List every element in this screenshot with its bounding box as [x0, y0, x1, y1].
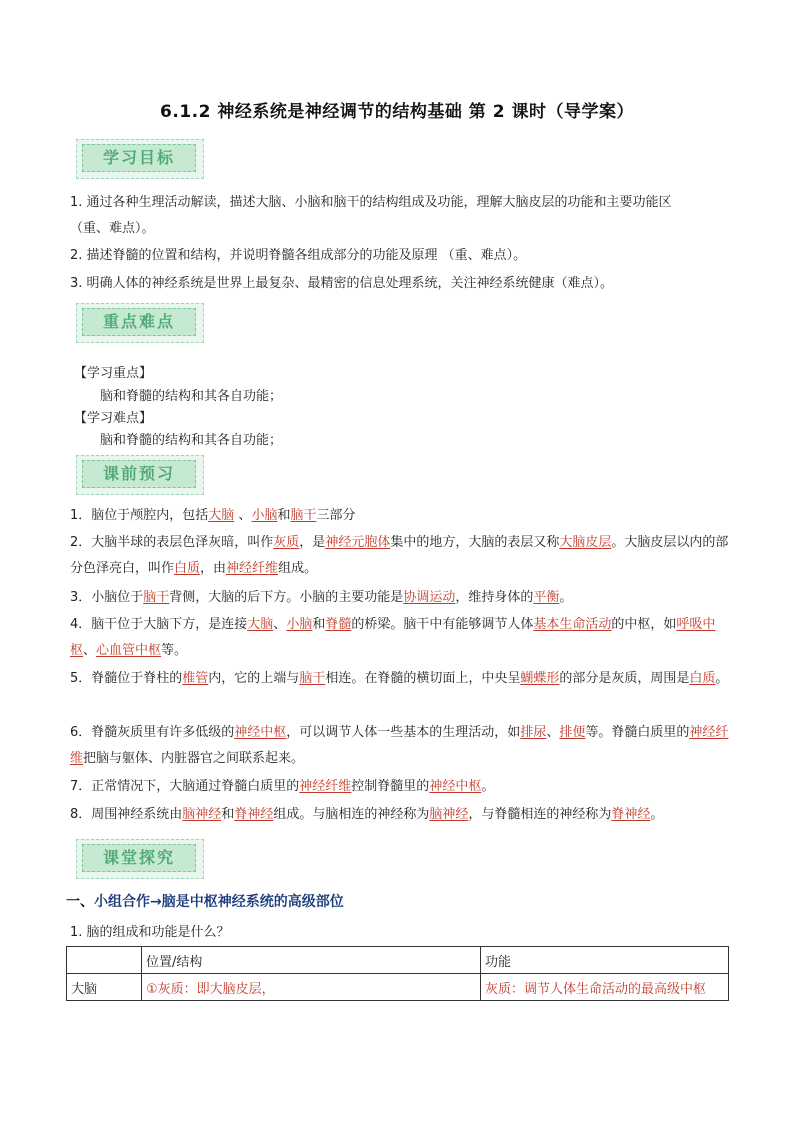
answer-text: 协调运动 [403, 590, 456, 605]
prompt-text: ，可以调节人体一些基本的生理活动，如 [286, 725, 521, 740]
answer-text: 脊神经 [234, 807, 274, 822]
prompt-text: 、 [546, 725, 560, 740]
focus-text: 脑和脊髓的结构和其各自功能； [100, 389, 283, 404]
table-cell: 灰质：调节人体生命活动的最高级中枢 [481, 974, 729, 1001]
prompt-text: ，与脊髓相连的神经称为 [468, 807, 612, 822]
section-label: 课堂探究 [82, 844, 196, 872]
section-badge-keypoints [76, 303, 204, 343]
answer-text: 神经纤维 [226, 561, 279, 576]
answer-text: 脊神经 [611, 807, 651, 822]
answer-text: 脑干 [290, 508, 317, 523]
answer-text: 脊髓 [325, 617, 352, 632]
prompt-text: 相连。在脊髓的横切面上，中央呈 [325, 671, 521, 686]
prompt-text: 2．大脑半球的表层色泽灰暗，叫作 [70, 535, 274, 550]
prompt-text: 和 [312, 617, 326, 632]
prompt-text: 三部分 [316, 508, 356, 523]
prompt-text: 、 [273, 617, 287, 632]
answer-text: 脑神经 [182, 807, 222, 822]
difficulty-label: 【学习难点】 [74, 411, 153, 426]
answer-text: 蝴蝶形 [520, 671, 560, 686]
answer-text: 呼吸中枢 [70, 617, 716, 658]
objective-1: 1. 通过各种生理活动解读，描述大脑、小脑和脑干的结构组成及功能，理解大脑皮层的功能和主要功能区 [70, 195, 672, 210]
answer-text: 神经中枢 [234, 725, 287, 740]
heading-text: 小组合作→脑是中枢神经系统的高级部位 [94, 894, 344, 910]
answer-text: 排尿 [520, 725, 547, 740]
page-title: 6.1.2 神经系统是神经调节的结构基础 第 2 课时（导学案） [160, 102, 634, 122]
prompt-text: 把脑与躯体、内脏器官之间联系起来。 [83, 751, 305, 766]
prompt-text: 等。 [161, 643, 188, 658]
prompt-text: 4．脑干位于大脑下方，是连接 [70, 617, 248, 632]
prompt-text: 等。脊髓白质里的 [585, 725, 690, 740]
difficulty-text: 脑和脊髓的结构和其各自功能； [100, 433, 283, 448]
section-label: 重点难点 [82, 308, 196, 336]
objective-2: 2. 描述脊髓的位置和结构，并说明脊髓各组成部分的功能及原理 （重、难点）。 [70, 248, 527, 263]
answer-text: 脑干 [299, 671, 326, 686]
answer-text: 神经纤维 [299, 779, 352, 794]
prompt-text: 的部分是灰质，周围是 [559, 671, 690, 686]
table-row [67, 974, 729, 1001]
answer-text: 脑干 [143, 590, 170, 605]
explore-heading [66, 891, 344, 911]
prompt-text: 和 [277, 508, 291, 523]
preview-item-6 [70, 720, 730, 772]
prompt-text: ，是 [299, 535, 326, 550]
prompt-text: 。 [650, 807, 664, 822]
section-label: 课前预习 [82, 460, 196, 488]
answer-text: 排便 [559, 725, 586, 740]
answer-text: 心血管中枢 [96, 643, 162, 658]
section-badge-preview [76, 455, 204, 495]
prompt-text: 。 [481, 779, 495, 794]
answer-text: 神经元胞体 [325, 535, 391, 550]
prompt-text: 3．小脑位于 [70, 590, 144, 605]
answer-text: 神经中枢 [429, 779, 482, 794]
table-header-row [67, 947, 729, 974]
prompt-text: 5．脊髓位于脊柱的 [70, 671, 183, 686]
table-header-cell: 位置/结构 [142, 947, 481, 974]
answer-text: 椎管 [182, 671, 209, 686]
answer-text: 大脑 [208, 508, 235, 523]
section-badge-explore [76, 839, 204, 879]
section-badge-objectives [76, 139, 204, 179]
section-label: 学习目标 [82, 144, 196, 172]
prompt-text: 。大脑皮层以内的部分色泽亮白，叫作 [70, 535, 729, 576]
preview-item-5 [70, 666, 730, 692]
answer-text: 基本生命活动 [533, 617, 612, 632]
prompt-text: 。 [559, 590, 573, 605]
preview-item-7 [70, 774, 730, 800]
heading-number: 一、 [66, 894, 94, 910]
preview-item-8 [70, 802, 730, 828]
table-header-cell [67, 947, 142, 974]
prompt-text: 控制脊髓里的 [351, 779, 430, 794]
prompt-text: 。 [715, 671, 729, 686]
answer-text: 小脑 [251, 508, 278, 523]
preview-item-4 [70, 612, 730, 664]
answer-text: 平衡 [533, 590, 560, 605]
preview-item-2 [70, 530, 730, 582]
table-cell: 大脑 [67, 974, 142, 1001]
answer-text: 大脑 [247, 617, 274, 632]
prompt-text: 背侧，大脑的后下方。小脑的主要功能是 [169, 590, 404, 605]
prompt-text: 组成。 [278, 561, 318, 576]
prompt-text: 6．脊髓灰质里有许多低级的 [70, 725, 235, 740]
preview-item-3 [70, 585, 730, 611]
answer-text: 白质 [174, 561, 201, 576]
answer-text: 白质 [689, 671, 716, 686]
preview-item-1 [70, 503, 730, 529]
prompt-text: 集中的地方，大脑的表层又称 [390, 535, 560, 550]
answer-text: 大脑皮层 [559, 535, 612, 550]
prompt-text: 8．周围神经系统由 [70, 807, 183, 822]
prompt-text: 、 [234, 508, 252, 523]
answer-text: 灰质 [273, 535, 300, 550]
prompt-text: 1．脑位于颅腔内，包括 [70, 508, 209, 523]
answer-text: 神经纤维 [70, 725, 729, 766]
explore-question: 1. 脑的组成和功能是什么？ [70, 925, 230, 940]
prompt-text: 、 [83, 643, 97, 658]
prompt-text: ，维持身体的 [455, 590, 534, 605]
objective-3: 3. 明确人体的神经系统是世界上最复杂、最精密的信息处理系统，关注神经系统健康（难点）。 [70, 276, 614, 291]
objective-1-cont: （重、难点）。 [70, 221, 155, 236]
prompt-text: 的中枢，如 [611, 617, 677, 632]
prompt-text: 7．正常情况下，大脑通过脊髓白质里的 [70, 779, 300, 794]
table-header-cell: 功能 [481, 947, 729, 974]
answer-text: 脑神经 [429, 807, 469, 822]
prompt-text: 组成。与脑相连的神经称为 [273, 807, 430, 822]
prompt-text: 和 [221, 807, 235, 822]
prompt-text: 的桥梁。脑干中有能够调节人体 [351, 617, 534, 632]
prompt-text: ，由 [200, 561, 227, 576]
brain-table [66, 946, 729, 1001]
answer-text: 小脑 [286, 617, 313, 632]
table-cell: ①灰质：即大脑皮层， [142, 974, 481, 1001]
prompt-text: 内，它的上端与 [208, 671, 300, 686]
focus-label: 【学习重点】 [74, 366, 153, 381]
